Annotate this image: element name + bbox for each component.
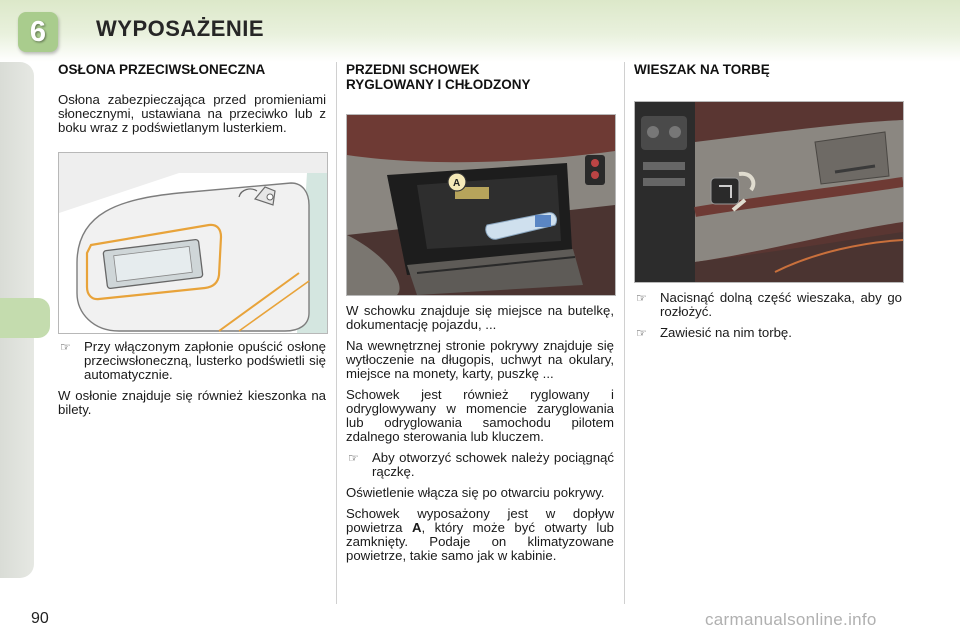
bullet-item xyxy=(634,326,902,340)
watermark: carmanualsonline.info xyxy=(705,610,877,629)
column-bag-hook xyxy=(634,62,902,77)
bullet-text: Aby otworzyć schowek należy pociągnąć rączkę. xyxy=(372,450,614,479)
air-vent-label: A xyxy=(411,520,422,535)
pointing-hand-icon: ☞ xyxy=(348,451,359,465)
column-glove-box xyxy=(346,62,614,92)
pointing-hand-icon: ☞ xyxy=(636,326,647,340)
callout-label-a: A xyxy=(453,178,461,189)
chapter-number: 6 xyxy=(29,15,47,48)
column-sun-visor xyxy=(58,62,326,142)
glove-box-para-3: Schowek jest również ryglowany i odryglowywany w momencie zaryglowania lub odryglowania samochodu pilotem zdalnego sterowania lub kluczem. xyxy=(346,387,614,444)
bullet-item xyxy=(634,291,902,319)
chapter-badge xyxy=(18,12,58,52)
heading-line-1: PRZEDNI SCHOWEK xyxy=(346,62,480,77)
glove-box-image xyxy=(347,115,615,295)
page-title: WYPOSAŻENIE xyxy=(96,16,265,41)
page-number: 90 xyxy=(31,610,49,627)
sun-visor-intro: Osłona zabezpieczająca przed promieniami słonecznymi, ustawiana na przeciwko lub z boku wraz z podświetlanym lusterkiem. xyxy=(58,92,326,135)
sun-visor-note: W osłonie znajduje się również kieszonka na bilety. xyxy=(58,388,326,417)
bullet-text: Przy włączonym zapłonie opuścić osłonę przeciwsłoneczną, lusterko podświetli się automatycznie. xyxy=(84,339,326,382)
glove-box-para-4: Oświetlenie włącza się po otwarciu pokrywy. xyxy=(346,485,605,500)
bag-hook-instructions xyxy=(634,291,902,347)
para-5-text: Schowek wyposażony jest w dopływ powietrza xyxy=(346,506,614,535)
bullet-item xyxy=(58,340,326,382)
sun-visor-illustration xyxy=(58,152,328,334)
heading-line-2: RYGLOWANY I CHŁODZONY xyxy=(346,77,531,92)
section-heading-bag-hook: WIESZAK NA TORBĘ xyxy=(634,62,770,77)
glove-box-para-5 xyxy=(346,507,614,563)
bullet-text: Zawiesić na nim torbę. xyxy=(660,325,792,340)
chapter-side-tab[interactable] xyxy=(0,298,50,338)
sun-visor-instructions xyxy=(58,340,326,424)
bag-hook-image xyxy=(635,102,903,282)
bullet-text: Nacisnąć dolną część wieszaka, aby go rozłożyć. xyxy=(660,290,902,319)
column-divider xyxy=(336,62,337,604)
sun-visor-sketch xyxy=(59,153,327,333)
section-heading-sun-visor: OSŁONA PRZECIWSŁONECZNA xyxy=(58,62,266,77)
glove-box-photo xyxy=(346,114,616,296)
pointing-hand-icon: ☞ xyxy=(636,291,647,305)
bag-hook-photo xyxy=(634,101,904,283)
glove-box-text xyxy=(346,304,614,570)
para-5-text-end: , który może być otwarty lub zamknięty. Podaje on klimatyzowane powietrze, takie samo jak w kabinie. xyxy=(346,520,615,563)
glove-box-para-1: W schowku znajduje się miejsce na butelkę, dokumentację pojazdu, ... xyxy=(346,303,614,332)
bullet-item xyxy=(346,451,614,479)
column-divider xyxy=(624,62,625,604)
glove-box-para-2: Na wewnętrznej stronie pokrywy znajduje się wytłoczenie na długopis, uchwyt na okulary, miejsce na monety, karty, puszkę ... xyxy=(346,338,614,381)
pointing-hand-icon: ☞ xyxy=(60,340,71,354)
section-heading-glove-box xyxy=(346,62,614,92)
